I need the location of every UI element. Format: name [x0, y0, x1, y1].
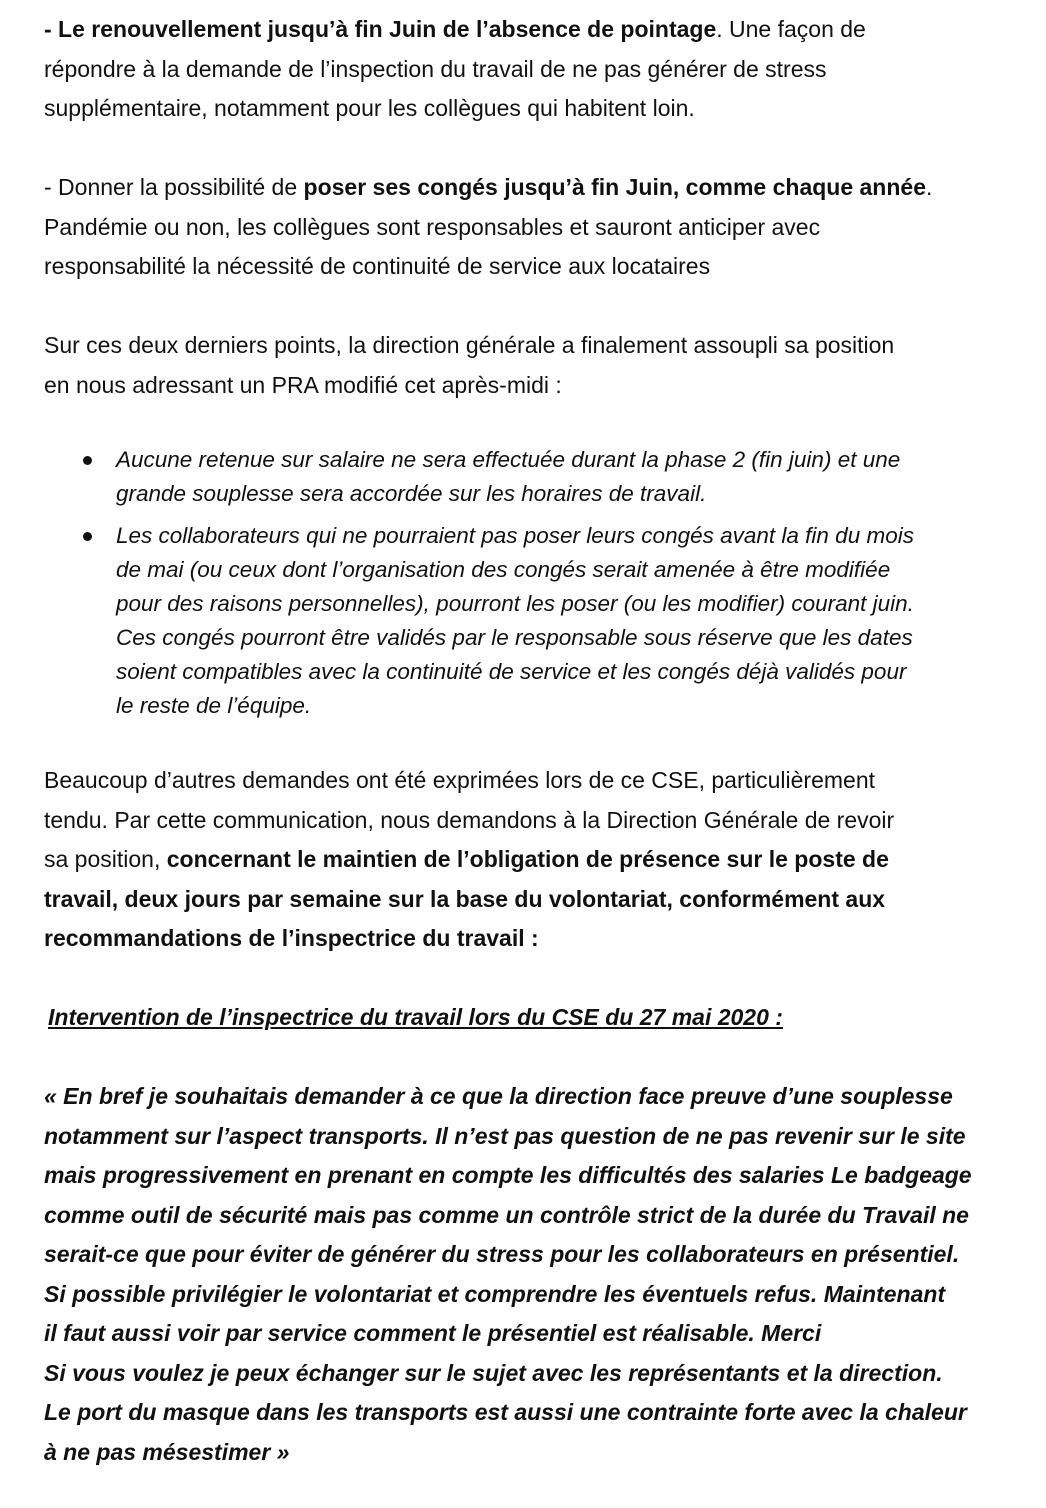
- text-span: . Une façon de: [716, 16, 866, 42]
- list-item-line: le reste de l’équipe.: [116, 693, 312, 718]
- bold-text: travail, deux jours par semaine sur la base du volontariat, conformément aux: [44, 885, 886, 912]
- paragraph-line: [44, 840, 1034, 880]
- paragraph-line: répondre à la demande de l’inspection du travail de ne pas générer de stress: [44, 55, 827, 82]
- paragraph-line: supplémentaire, notamment pour les collègues qui habitent loin.: [44, 95, 695, 121]
- quote-line: comme outil de sécurité mais pas comme un contrôle strict de la durée du Travail ne: [44, 1201, 969, 1228]
- paragraph-line: [44, 880, 1034, 920]
- document-page: [44, 10, 1034, 1472]
- quote-line: Si possible privilégier le volontariat et comprendre les éventuels refus. Maintenant: [44, 1280, 946, 1307]
- bold-text: poser ses congés jusqu’à fin Juin, comme chaque année: [303, 174, 926, 200]
- paragraph-line: [44, 10, 1034, 50]
- list-item: [44, 443, 1034, 511]
- paragraph-demandes: [44, 761, 1034, 959]
- bullet-list: [44, 443, 1034, 723]
- paragraph-line: Sur ces deux derniers points, la direction générale a finalement assoupli sa position: [44, 332, 895, 358]
- quote-line: serait-ce que pour éviter de générer du stress pour les collaborateurs en présentiel.: [44, 1241, 960, 1267]
- bullet-icon: [83, 456, 92, 465]
- paragraph-gap: [44, 287, 1034, 327]
- bold-text: concernant le maintien de l’obligation de présence sur le poste de: [166, 846, 889, 872]
- quote-line: il faut aussi voir par service comment le présentiel est réalisable. Merci: [44, 1320, 822, 1346]
- list-item: [44, 519, 1034, 723]
- paragraph-line: Beaucoup d’autres demandes ont été exprimées lors de ce CSE, particulièrement: [44, 767, 876, 793]
- paragraph-line: Pandémie ou non, les collègues sont responsables et sauront anticiper avec: [44, 213, 821, 240]
- quote-line: « En bref je souhaitais demander à ce que la direction face preuve d’une souplesse: [44, 1083, 953, 1109]
- bold-text: - Le renouvellement jusqu’à fin Juin de l’absence de pointage: [44, 16, 717, 42]
- list-item-line: pour des raisons personnelles), pourront les poser (ou les modifier) courant juin.: [116, 591, 914, 616]
- list-item-line: Les collaborateurs qui ne pourraient pas poser leurs congés avant la fin du mois: [116, 523, 914, 548]
- paragraph-pointage: [44, 10, 1034, 129]
- text-span: sa position,: [44, 846, 167, 872]
- paragraph-line: en nous adressant un PRA modifié cet après-midi :: [44, 371, 562, 398]
- quote-line: notamment sur l’aspect transports. Il n’est pas question de ne pas revenir sur le site: [44, 1122, 966, 1149]
- text-span: - Donner la possibilité de: [44, 174, 304, 200]
- quote-line: mais progressivement en prenant en compte les difficultés des salaries Le badgeage: [44, 1162, 972, 1188]
- list-item-line: de mai (ou ceux dont l’organisation des congés serait amenée à être modifiée: [116, 557, 891, 582]
- quote-line: Si vous voulez je peux échanger sur le sujet avec les représentants et la direction.: [44, 1359, 943, 1386]
- bold-text: recommandations de l’inspectrice du travail :: [44, 925, 539, 951]
- paragraph-gap: [44, 129, 1034, 169]
- paragraph-line: [44, 168, 1034, 208]
- list-item-line: soient compatibles avec la continuité de service et les congés déjà validés pour: [116, 659, 907, 684]
- bullet-icon: [83, 532, 92, 541]
- paragraph-gap: [44, 405, 1034, 443]
- paragraph-line: tendu. Par cette communication, nous demandons à la Direction Générale de revoir: [44, 806, 895, 833]
- paragraph-line: responsabilité la nécessité de continuité de service aux locataires: [44, 253, 711, 279]
- list-item-line: Ces congés pourront être validés par le responsable sous réserve que les dates: [116, 625, 913, 650]
- paragraph-conges: [44, 168, 1034, 287]
- list-item-line: Aucune retenue sur salaire ne sera effectuée durant la phase 2 (fin juin) et une: [116, 447, 901, 472]
- quote-line: Le port du masque dans les transports est aussi une contrainte forte avec la chaleur: [44, 1399, 967, 1425]
- section-heading: Intervention de l’inspectrice du travail lors du CSE du 27 mai 2020 :: [48, 1004, 783, 1030]
- quote-line: à ne pas mésestimer »: [44, 1438, 290, 1465]
- paragraph-gap: [44, 723, 1034, 761]
- inspector-quote: [44, 1077, 1034, 1472]
- paragraph-line: [44, 919, 1034, 959]
- list-item-line: grande souplesse sera accordée sur les horaires de travail.: [116, 481, 707, 506]
- text-span: .: [926, 174, 933, 200]
- paragraph-gap: [44, 959, 1034, 999]
- paragraph-gap: [44, 1038, 1034, 1078]
- paragraph-direction: [44, 326, 1034, 405]
